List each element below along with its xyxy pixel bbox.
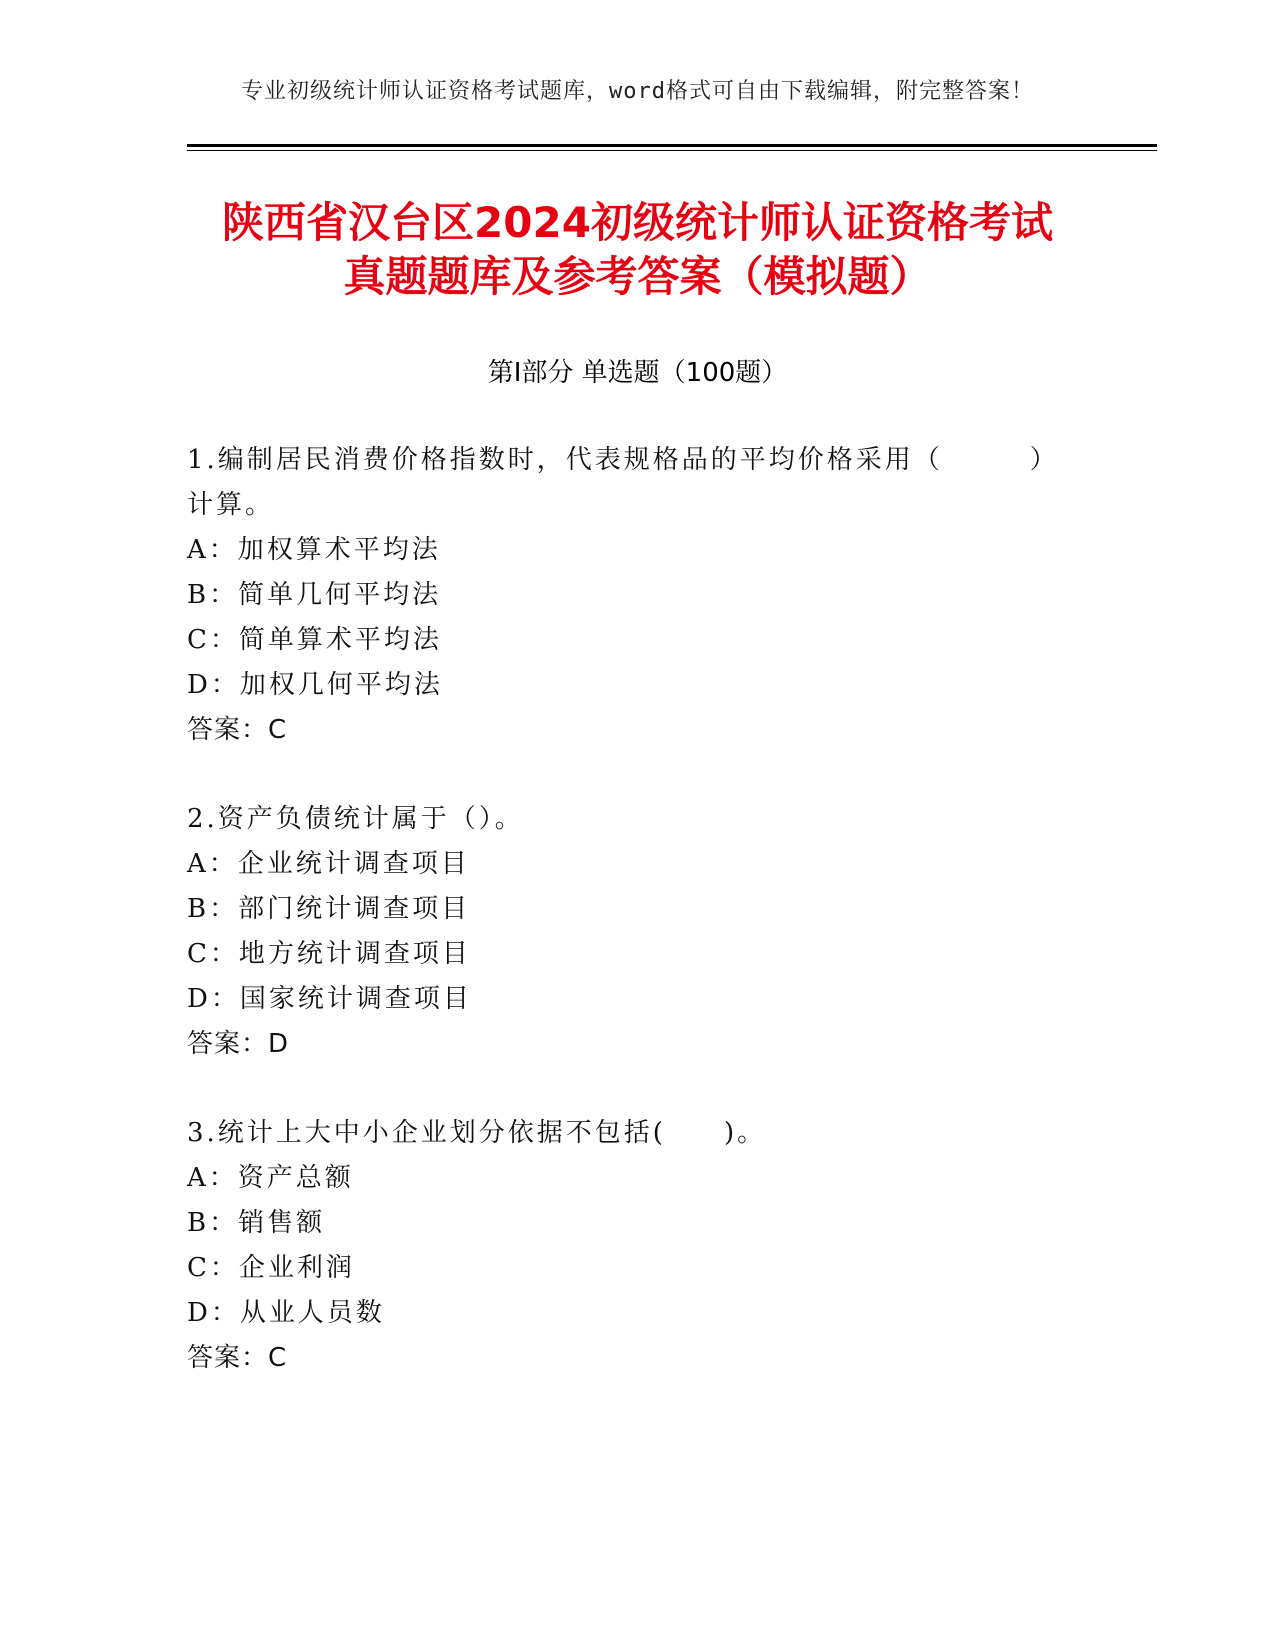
option-b: B：简单几何平均法: [187, 580, 442, 610]
option-b: B：销售额: [187, 1208, 326, 1238]
answer-line: 答案：D: [187, 1029, 290, 1059]
question-list: [187, 438, 1087, 1425]
question-2: [187, 797, 1087, 1067]
question-stem: 3.统计上大中小企业划分依据不包括( )。: [187, 1118, 767, 1148]
question-1: [187, 438, 1087, 753]
option-b: B：部门统计调查项目: [187, 894, 471, 924]
section-heading: 第Ⅰ部分 单选题（100题）: [487, 358, 788, 388]
option-a: A：加权算术平均法: [187, 535, 441, 565]
option-c: C：企业利润: [187, 1253, 355, 1283]
option-d: D：加权几何平均法: [187, 670, 443, 700]
header-divider-thin: [187, 150, 1157, 151]
question-stem-continued: 计算。: [187, 490, 275, 520]
option-d: D：从业人员数: [187, 1298, 385, 1328]
answer-line: 答案：C: [187, 715, 288, 745]
header-divider: [187, 144, 1157, 147]
document-title-line-2: 真题题库及参考答案（模拟题）: [343, 252, 932, 301]
option-d: D：国家统计调查项目: [187, 984, 472, 1014]
document-title: [0, 196, 1275, 304]
document-title-line-1: 陕西省汉台区2024初级统计师认证资格考试: [222, 198, 1053, 247]
option-a: A：资产总额: [187, 1163, 354, 1193]
option-a: A：企业统计调查项目: [187, 849, 470, 879]
question-3: [187, 1111, 1087, 1381]
question-stem: 2.资产负债统计属于（）。: [187, 804, 524, 834]
page-header-note: 专业初级统计师认证资格考试题库，word格式可自由下载编辑，附完整答案！: [241, 79, 1034, 104]
option-c: C：地方统计调查项目: [187, 939, 471, 969]
answer-line: 答案：C: [187, 1343, 288, 1373]
question-stem: 1.编制居民消费价格指数时，代表规格品的平均价格采用（ ）: [187, 445, 1059, 475]
option-c: C：简单算术平均法: [187, 625, 442, 655]
